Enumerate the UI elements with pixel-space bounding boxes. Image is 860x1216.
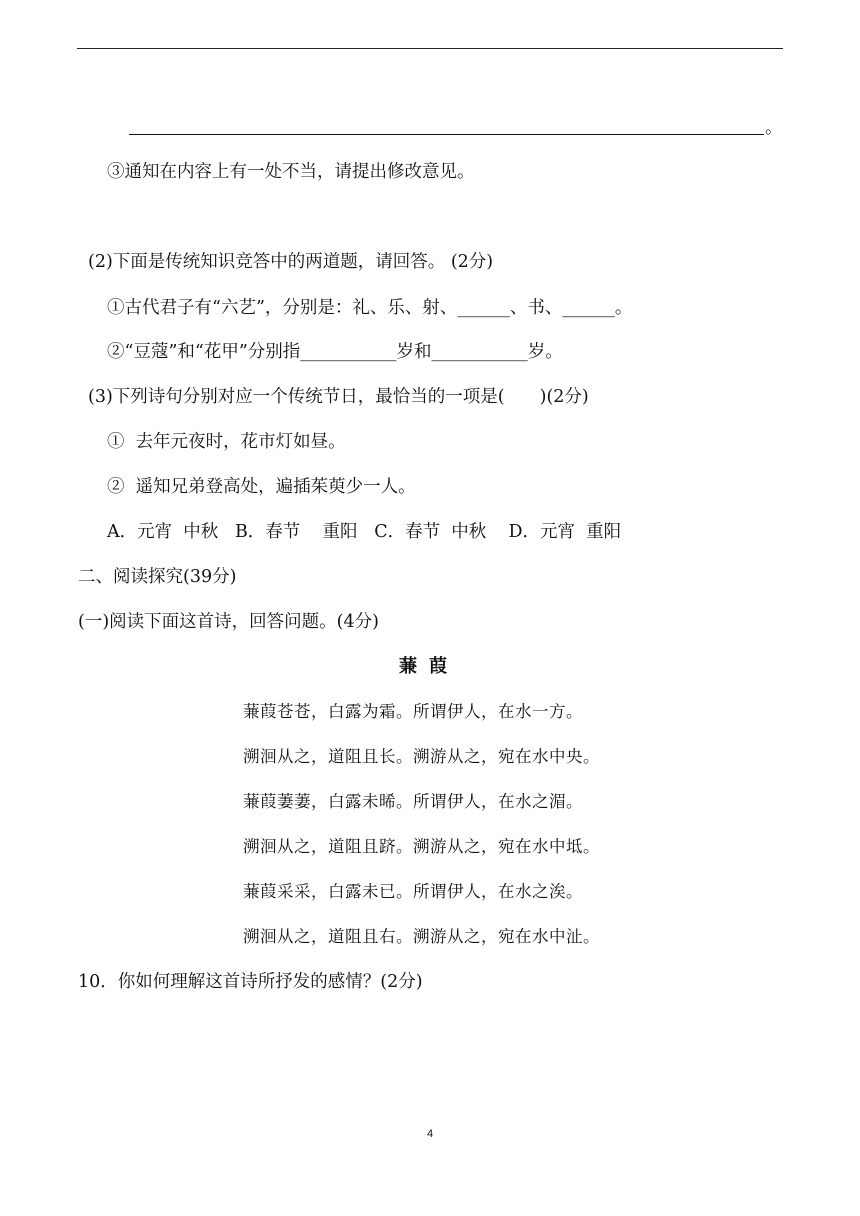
page-number: 4 <box>426 1128 434 1140</box>
poem-line: 蒹葭苍苍，白露为霜。所谓伊人，在水一方。 <box>243 702 583 721</box>
answer-end-mark: 。 <box>765 118 783 138</box>
poem-line: 溯洄从之，道阻且跻。溯游从之，宛在水中坻。 <box>243 837 600 856</box>
q3-header: (3)下列诗句分别对应一个传统节日，最恰当的一项是( )(2分) <box>88 387 589 407</box>
q2-item-1: ①古代君子有“六艺”，分别是：礼、乐、射、______、书、______。 <box>107 298 633 318</box>
answer-blank-line <box>129 134 764 135</box>
poem-line: 蒹葭采采，白露未已。所谓伊人，在水之涘。 <box>243 882 583 901</box>
q1-item-3: ③通知在内容上有一处不当，请提出修改意见。 <box>107 162 475 182</box>
poem-line: 蒹葭萋萋，白露未晞。所谓伊人，在水之湄。 <box>243 792 583 811</box>
q3-line-2: ② 遥知兄弟登高处，遍插茱萸少一人。 <box>107 477 416 497</box>
q3-line-1: ① 去年元夜时，花市灯如昼。 <box>107 432 346 452</box>
poem-line: 溯洄从之，道阻且长。溯游从之，宛在水中央。 <box>243 747 600 766</box>
poem-line: 溯洄从之，道阻且右。溯游从之，宛在水中沚。 <box>243 927 600 946</box>
q2-item-2: ②“豆蔻”和“花甲”分别指___________岁和___________岁。 <box>107 342 563 362</box>
header-rule <box>77 48 783 49</box>
q3-options: A．元宵 中秋 B．春节 重阳 C．春节 中秋 D．元宵 重阳 <box>107 522 622 542</box>
poem-title: 蒹葭 <box>399 656 459 677</box>
question-10: 10．你如何理解这首诗所抒发的感情？(2分) <box>78 972 423 992</box>
section2-header: 二、阅读探究(39分) <box>78 567 237 587</box>
section2-sub1: (一)阅读下面这首诗，回答问题。(4分) <box>78 612 379 632</box>
q2-header: (2)下面是传统知识竞答中的两道题，请回答。 (2分) <box>88 252 494 272</box>
